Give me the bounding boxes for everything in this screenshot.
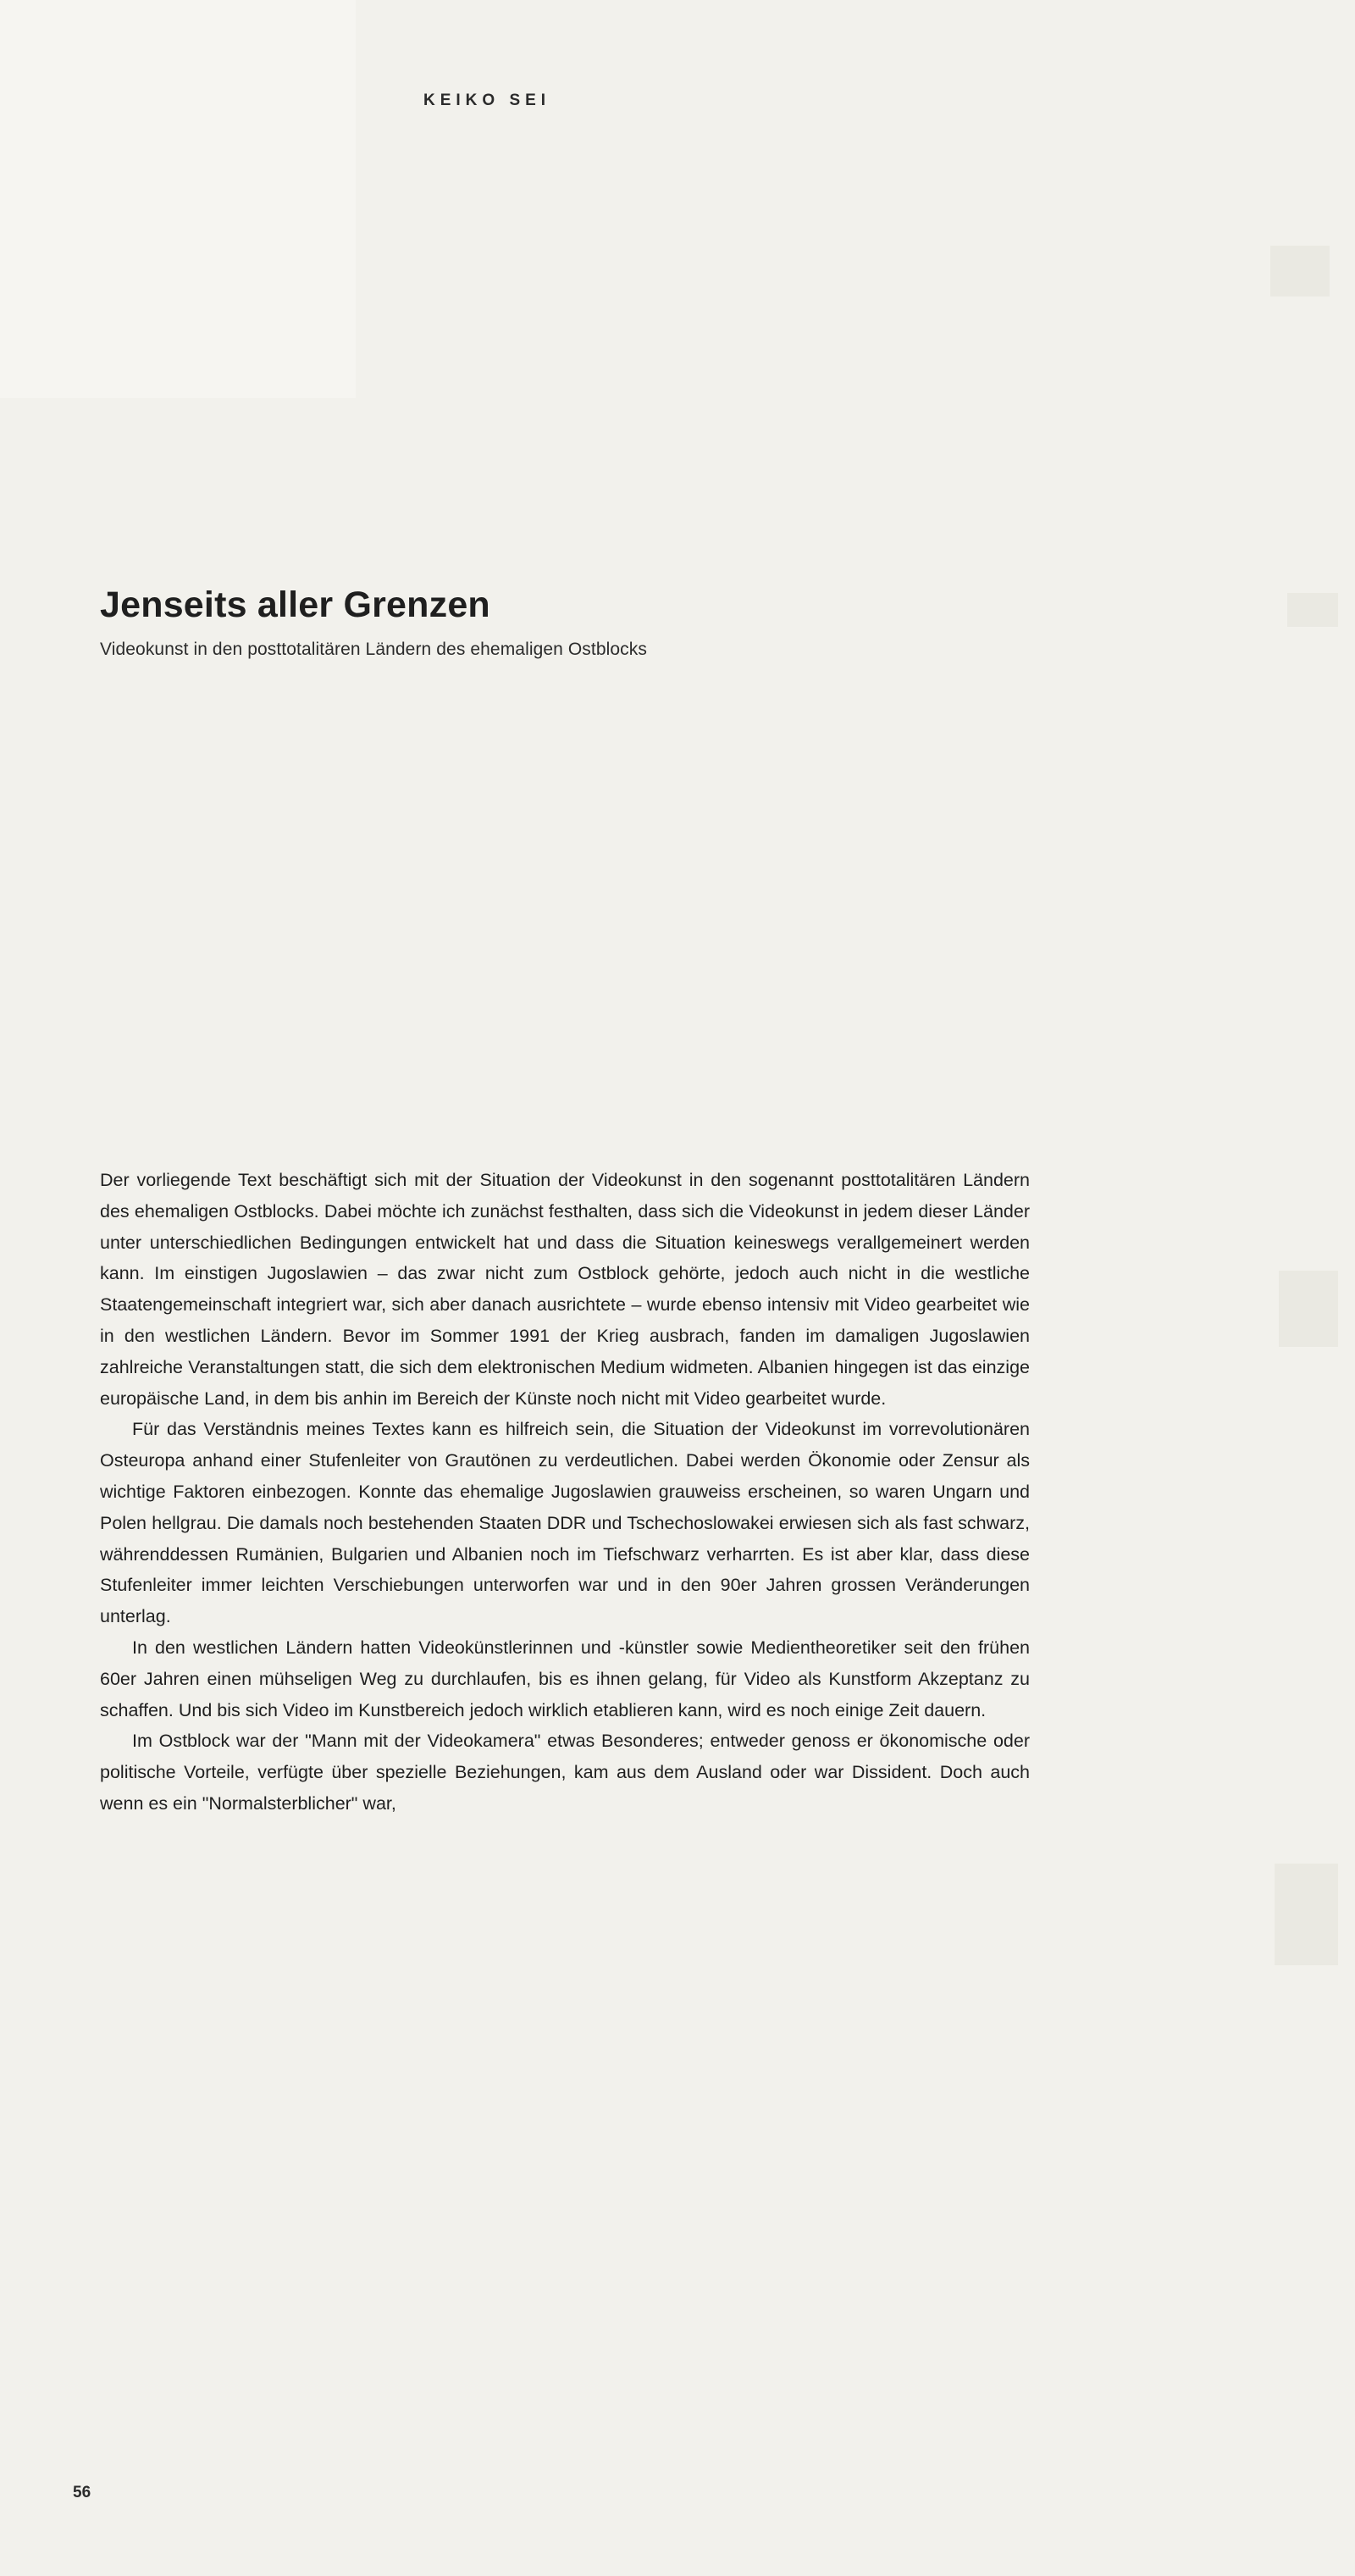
paragraph: Der vorliegende Text beschäftigt sich mit der Situation der Videokunst in den sogenannt posttotalitären Ländern des ehemaligen Ostblocks. Dabei möchte ich zunächst festhalten, dass sich die Videokunst in jedem dieser Länder unter unterschiedlichen Bedingungen entwickelt hat und dass die Situation keineswegs verallgemeinert werden kann. Im einstigen Jugoslawien – das zwar nicht zum Ostblock gehörte, jedoch auch nicht in die westliche Staatengemeinschaft integriert war, sich aber danach ausrichtete – wurde ebenso intensiv mit Video gearbeitet wie in den westlichen Ländern. Bevor im Sommer 1991 der Krieg ausbrach, fanden im damaligen Jugoslawien zahlreiche Veranstaltungen statt, die sich dem elektronischen Medium widmeten. Albanien hingegen ist das einzige europäische Land, in dem bis anhin im Bereich der Künste noch nicht mit Video gearbeitet wurde.	[100, 1170, 1030, 1409]
page-title: Jenseits aller Grenzen	[100, 584, 490, 625]
paragraph: In den westlichen Ländern hatten Videokünstlerinnen und -künstler sowie Medientheoretiker seit den frühen 60er Jahren einen mühseligen Weg zu durchlaufen, bis es ihnen gelang, für Video als Kunstform Akzeptanz zu schaffen. Und bis sich Video im Kunstbereich jedoch wirklich etablieren kann, wird es noch einige Zeit dauern.	[100, 1637, 1030, 1720]
title-block	[100, 584, 1116, 660]
paragraph: Im Ostblock war der "Mann mit der Videokamera" etwas Besonderes; entweder genoss er ökonomische oder politische Vorteile, verfügte über spezielle Beziehungen, kam aus dem Ausland oder war Dissident. Doch auch wenn es ein "Normalsterblicher" war,	[100, 1731, 1030, 1814]
page-subtitle: Videokunst in den posttotalitären Ländern des ehemaligen Ostblocks	[100, 640, 647, 659]
body-text-column	[100, 1165, 1030, 1820]
paragraph: Für das Verständnis meines Textes kann es hilfreich sein, die Situation der Videokunst im vorrevolutionären Osteuropa anhand einer Stufenleiter von Grautönen zu verdeutlichen. Dabei werden Ökonomie oder Zensur als wichtige Faktoren einbezogen. Konnte das ehemalige Jugoslawien grauweiss erscheinen, so waren Ungarn und Polen hellgrau. Die damals noch bestehenden Staaten DDR und Tschechoslowakei erwiesen sich als fast schwarz, währenddessen Rumänien, Bulgarien und Albanien noch im Tiefschwarz verharrten. Es ist aber klar, dass diese Stufenleiter immer leichten Verschiebungen unterworfen war und in den 90er Jahren grossen Veränderungen unterlag.	[100, 1419, 1030, 1627]
running-head: KEIKO SEI	[423, 91, 551, 109]
page-number: 56	[73, 2484, 91, 2501]
